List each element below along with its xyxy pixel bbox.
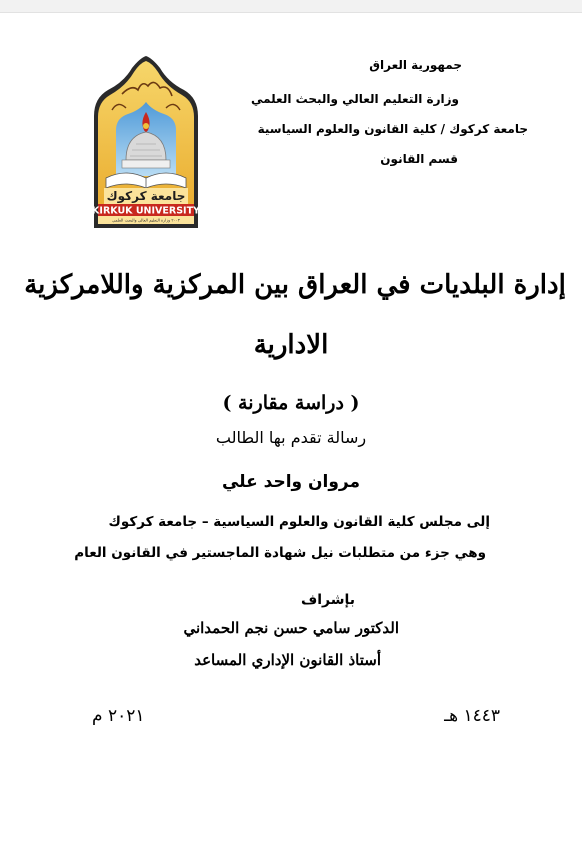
thesis-title-line-1: إدارة البلديات في العراق بين المركزية واللامركزية bbox=[24, 270, 566, 300]
logo-footer-text: ٢٠٠٣ وزارة التعليم العالي والبحث العلمي bbox=[112, 217, 180, 223]
header-university-college: جامعة كركوك / كلية القانون والعلوم السياسية bbox=[257, 122, 528, 136]
header-ministry: وزارة التعليم العالي والبحث العلمي bbox=[250, 92, 459, 106]
study-type: ( دراسة مقارنة ) bbox=[222, 392, 360, 414]
kirkuk-university-logo bbox=[92, 56, 200, 228]
thesis-title-line-2: الادارية bbox=[253, 330, 329, 360]
student-name: مروان واحد علي bbox=[221, 472, 361, 492]
submission-statement-line-1: إلى مجلس كلية القانون والعلوم السياسية – جامعة كركوك bbox=[108, 514, 490, 530]
supervision-label: بإشراف bbox=[300, 592, 355, 608]
gregorian-year: ٢٠٢١ م bbox=[92, 706, 145, 726]
supervisor-rank: أستاذ القانون الإداري المساعد bbox=[194, 651, 381, 669]
thesis-cover-page bbox=[0, 12, 582, 845]
submitted-by-label: رسالة تقدم بها الطالب bbox=[215, 428, 367, 447]
hijri-year: ١٤٤٣ هـ bbox=[444, 706, 500, 726]
header-department: قسم القانون bbox=[380, 152, 458, 166]
header-country: جمهورية العراق bbox=[369, 58, 462, 72]
logo-english-name: KIRKUK UNIVERSITY bbox=[92, 205, 200, 217]
submission-statement-line-2: وهي جزء من متطلبات نيل شهادة الماجستير في القانون العام bbox=[74, 545, 486, 561]
logo-arabic-name: جامعة كركوك bbox=[106, 189, 186, 203]
supervisor-name: الدكتور سامي حسن نجم الحمداني bbox=[183, 619, 399, 637]
